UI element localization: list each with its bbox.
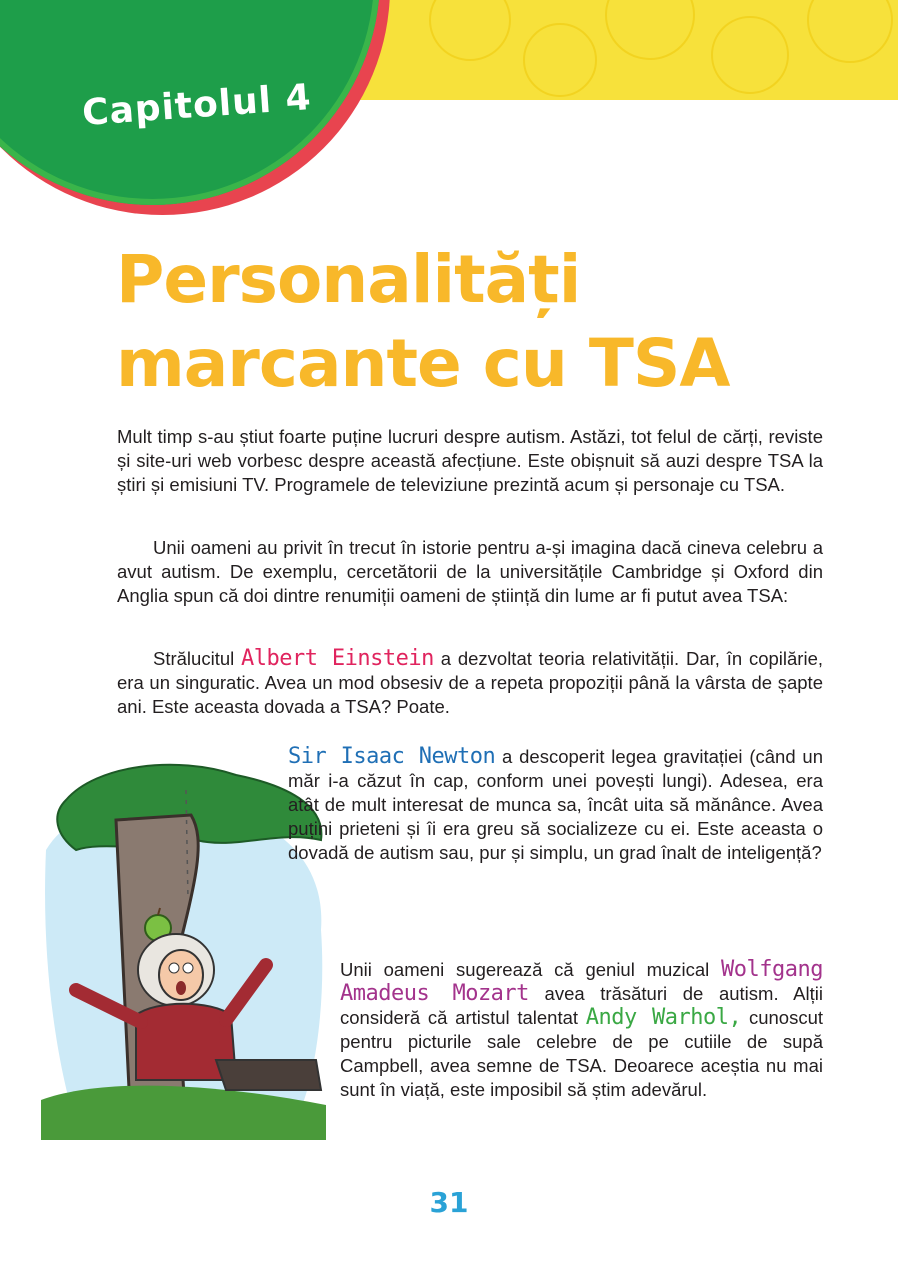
warhol-name: Andy Warhol, — [585, 1005, 742, 1030]
title-line-2: marcante cu TSA — [116, 325, 730, 402]
chapter-label: Capitolul 4 — [80, 77, 313, 134]
title-line-1: Personalități — [116, 241, 581, 318]
warhol-body-text: cunoscut pentru picturile sale celebre de pe cutiile de supă Campbell, avea semne de TSA. Deoarece aceștia nu mai sunt în viață, este imposibil să știm adevărul. — [340, 1007, 823, 1100]
page-number: 31 — [429, 1186, 469, 1219]
einstein-body-text: a dezvoltat teoria relativității. Dar, în copilărie, era un singuratic. Avea un mod obsesiv de a repeta propoziții până la vârsta de șapte ani. Este aceasta dovada a TSA? Poate. — [117, 648, 823, 717]
mozart-lead-text: Unii oameni sugerează că geniul muzical — [340, 959, 722, 980]
newton-body-text: a descoperit legea gravitației (când un măr i-a căzut în cap, conform unei povești lungi). Adesea, era atât de mult interesat de munca sa, încât uita să mănânce. Avea puțini prieteni și îi era greu să socializeze cu ei. Este aceasta o dovadă de autism sau, pur și simplu, un grad înalt de inteligență? — [288, 746, 824, 863]
page-title — [116, 238, 730, 406]
paragraph-intro: Mult timp s-au știut foarte puține lucruri despre autism. Astăzi, tot felul de cărți, reviste și site-uri web vorbesc despre această afecțiune. Este obișnuit să auzi despre TSA la știri și emisiuni TV. Programele de televiziune prezintă acum și personaje cu TSA. — [117, 426, 823, 495]
paragraph-einstein — [117, 647, 823, 719]
einstein-lead-text: Strălucitul — [153, 648, 242, 669]
paragraph-newton — [288, 745, 823, 865]
mozart-mid-text: avea trăsături de autism. Alții consideră că artistul talentat — [340, 983, 823, 1028]
paragraph-mozart-warhol — [340, 958, 823, 1102]
newton-name: Sir Isaac Newton — [288, 744, 496, 769]
einstein-name: Albert Einstein — [241, 646, 434, 671]
paragraph-history: Unii oameni au privit în trecut în istorie pentru a-și imagina dacă cineva celebru a avut autism. De exemplu, cercetătorii de la universitățile Cambridge și Oxford din Anglia spun că doi dintre renumiții oameni de știință din lume ar fi putut avea TSA: — [117, 537, 823, 606]
mozart-name: Wolfgang Amadeus Mozart — [340, 957, 823, 1006]
